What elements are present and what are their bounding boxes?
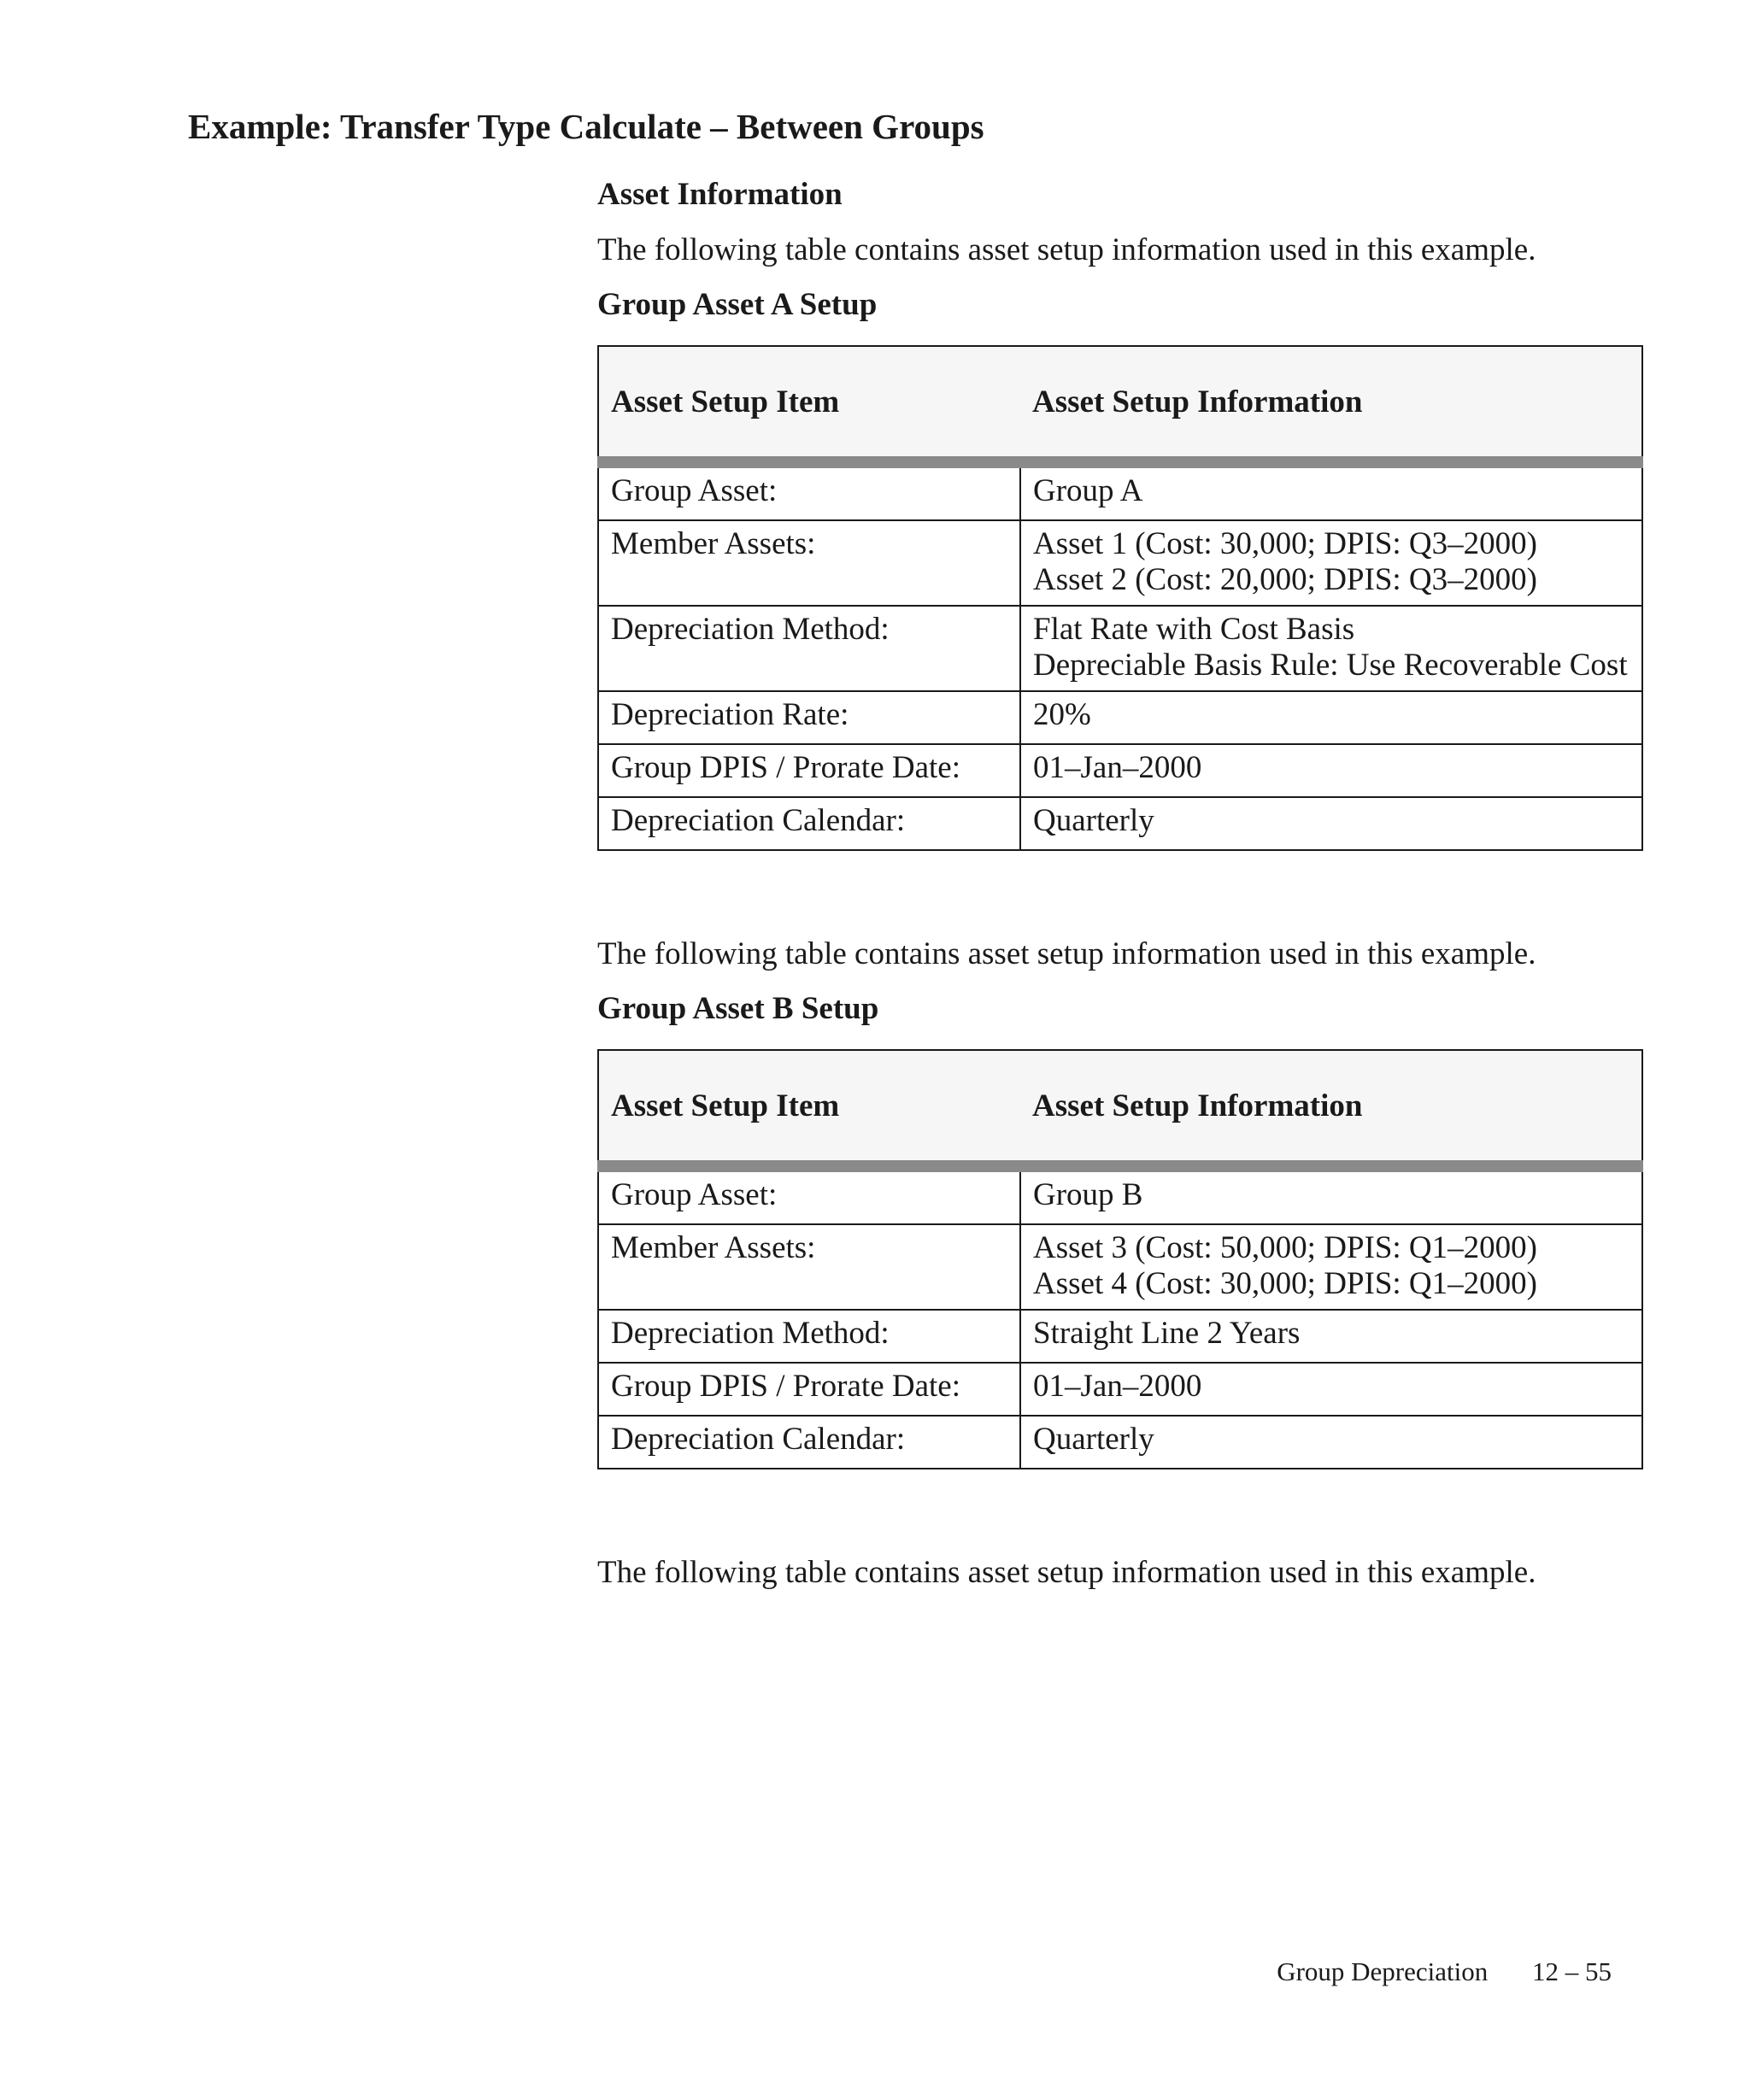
table-row xyxy=(598,1166,1642,1224)
page-heading: Example: Transfer Type Calculate – Between Groups xyxy=(188,107,984,146)
row-item-cell: Depreciation Calendar: xyxy=(598,1416,1020,1469)
main-content xyxy=(597,171,1641,1593)
table-b-intro-paragraph: The following table contains asset setup information used in this example. xyxy=(597,936,1536,971)
table-a-title: Group Asset A Setup xyxy=(597,287,878,322)
table-row xyxy=(598,691,1642,744)
info-line: Quarterly xyxy=(1033,803,1154,838)
table-row xyxy=(598,606,1642,691)
info-line: Flat Rate with Cost Basis xyxy=(1033,612,1355,647)
row-info-cell xyxy=(1020,1224,1642,1310)
row-info-cell xyxy=(1020,462,1642,520)
closing-paragraph: The following table contains asset setup information used in this example. xyxy=(597,1555,1536,1590)
row-item-cell: Depreciation Rate: xyxy=(598,691,1020,744)
table-row xyxy=(598,1363,1642,1416)
table-row xyxy=(598,1310,1642,1363)
row-info-cell xyxy=(1020,520,1642,606)
row-item-cell: Member Assets: xyxy=(598,520,1020,606)
group-asset-b-table xyxy=(597,1049,1643,1469)
page-footer xyxy=(1277,1956,1612,1987)
table-header-row xyxy=(598,346,1642,462)
section-heading: Asset Information xyxy=(597,177,843,212)
row-item-cell: Depreciation Method: xyxy=(598,1310,1020,1363)
row-info-cell xyxy=(1020,797,1642,850)
row-info-cell xyxy=(1020,1416,1642,1469)
info-line: Asset 3 (Cost: 50,000; DPIS: Q1–2000) xyxy=(1033,1230,1537,1265)
info-line: Asset 1 (Cost: 30,000; DPIS: Q3–2000) xyxy=(1033,526,1537,561)
column-header-item: Asset Setup Item xyxy=(598,1050,1020,1166)
table-row xyxy=(598,520,1642,606)
row-info-cell xyxy=(1020,1363,1642,1416)
intro-paragraph: The following table contains asset setup information used in this example. xyxy=(597,232,1536,267)
info-line: Group B xyxy=(1033,1177,1143,1212)
info-line: 01–Jan–2000 xyxy=(1033,1369,1202,1404)
info-line: Asset 2 (Cost: 20,000; DPIS: Q3–2000) xyxy=(1033,562,1537,597)
row-info-cell xyxy=(1020,691,1642,744)
row-info-cell xyxy=(1020,744,1642,797)
row-item-cell: Depreciation Method: xyxy=(598,606,1020,691)
footer-chapter-title: Group Depreciation xyxy=(1277,1956,1489,1986)
table-row xyxy=(598,797,1642,850)
row-info-cell xyxy=(1020,606,1642,691)
row-item-cell: Depreciation Calendar: xyxy=(598,797,1020,850)
info-line: Depreciable Basis Rule: Use Recoverable Cost xyxy=(1033,648,1628,683)
info-line: 01–Jan–2000 xyxy=(1033,750,1202,785)
column-header-info: Asset Setup Information xyxy=(1020,1050,1642,1166)
table-row xyxy=(598,1224,1642,1310)
spacer xyxy=(597,851,1641,923)
table-header-row xyxy=(598,1050,1642,1166)
table-b-title: Group Asset B Setup xyxy=(597,991,879,1026)
table-row xyxy=(598,462,1642,520)
group-asset-a-table xyxy=(597,345,1643,851)
table-row xyxy=(598,1416,1642,1469)
row-item-cell: Member Assets: xyxy=(598,1224,1020,1310)
column-header-item: Asset Setup Item xyxy=(598,346,1020,462)
row-item-cell: Group Asset: xyxy=(598,462,1020,520)
info-line: Quarterly xyxy=(1033,1422,1154,1457)
row-info-cell xyxy=(1020,1310,1642,1363)
info-line: Group A xyxy=(1033,473,1143,508)
column-header-info: Asset Setup Information xyxy=(1020,346,1642,462)
table-row xyxy=(598,744,1642,797)
spacer xyxy=(597,1469,1641,1541)
footer-page-number: 12 – 55 xyxy=(1532,1956,1612,1986)
info-line: Straight Line 2 Years xyxy=(1033,1316,1301,1351)
row-item-cell: Group Asset: xyxy=(598,1166,1020,1224)
info-line: Asset 4 (Cost: 30,000; DPIS: Q1–2000) xyxy=(1033,1266,1537,1301)
row-item-cell: Group DPIS / Prorate Date: xyxy=(598,1363,1020,1416)
info-line: 20% xyxy=(1033,697,1091,732)
row-info-cell xyxy=(1020,1166,1642,1224)
row-item-cell: Group DPIS / Prorate Date: xyxy=(598,744,1020,797)
